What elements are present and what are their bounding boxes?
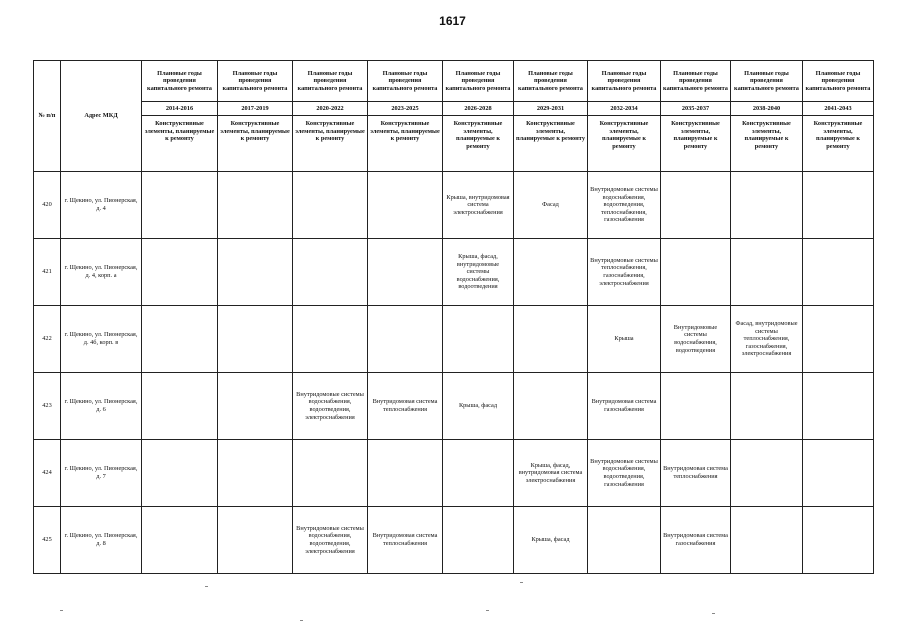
repair-elements-cell: Крыша, фасад (443, 373, 514, 440)
repair-elements-cell: Внутридомовые системы водоснабжения, водоотведения, электроснабжения (293, 373, 368, 440)
repair-elements-cell: Внутридомовая система газоснабжения (661, 507, 731, 574)
repair-elements-cell: Крыша, фасад, внутридомовые системы водоснабжения, водоотведения (443, 239, 514, 306)
row-number: 421 (34, 239, 61, 306)
scan-mark (712, 613, 715, 614)
column-header-period-title: Плановые годы проведения капитального ремонта (368, 61, 443, 102)
repair-elements-cell (142, 239, 218, 306)
column-header-period-title: Плановые годы проведения капитального ремонта (588, 61, 661, 102)
row-address: г. Щекино, ул. Пионерская, д. 4б, корп. в (61, 306, 142, 373)
repair-elements-cell (588, 507, 661, 574)
repair-elements-cell: Внутридомовая система теплоснабжения (368, 507, 443, 574)
column-header-period-title: Плановые годы проведения капитального ремонта (731, 61, 803, 102)
column-header-years: 2014-2016 (142, 102, 218, 116)
repair-elements-cell: Крыша (588, 306, 661, 373)
repair-elements-cell (142, 306, 218, 373)
repair-elements-cell (218, 239, 293, 306)
row-number: 422 (34, 306, 61, 373)
repair-elements-cell (803, 306, 874, 373)
repair-elements-cell (661, 373, 731, 440)
repair-elements-cell (218, 440, 293, 507)
table-row (34, 440, 874, 507)
column-header-years: 2038-2040 (731, 102, 803, 116)
column-header-period-title: Плановые годы проведения капитального ремонта (218, 61, 293, 102)
column-header-period-title: Плановые годы проведения капитального ремонта (142, 61, 218, 102)
page-number: 1617 (439, 14, 466, 28)
repair-elements-cell: Внутридомовые системы водоснабжения, водоотведения, электроснабжения (293, 507, 368, 574)
repair-elements-cell: Внутридомовая система теплоснабжения (368, 373, 443, 440)
repair-elements-cell (661, 172, 731, 239)
repair-elements-cell (293, 306, 368, 373)
repair-elements-cell (142, 507, 218, 574)
column-header-years: 2029-2031 (514, 102, 588, 116)
repair-elements-cell: Фасад (514, 172, 588, 239)
table-row (34, 373, 874, 440)
repair-elements-cell (293, 239, 368, 306)
table-row (34, 507, 874, 574)
repair-elements-cell (218, 373, 293, 440)
repair-elements-cell: Внутридомовые системы теплоснабжения, газоснабжения, электроснабжения (588, 239, 661, 306)
repair-elements-cell (142, 172, 218, 239)
repair-elements-cell (293, 440, 368, 507)
repair-elements-cell (218, 306, 293, 373)
column-header-elements: Конструктивные элементы, планируемые к ремонту (803, 116, 874, 172)
repair-elements-cell: Крыша, фасад (514, 507, 588, 574)
scan-mark (486, 610, 489, 611)
row-address: г. Щекино, ул. Пионерская, д. 7 (61, 440, 142, 507)
column-header-period-title: Плановые годы проведения капитального ремонта (443, 61, 514, 102)
repair-elements-cell: Крыша, внутридомовая система электроснабжения (443, 172, 514, 239)
repair-elements-cell (803, 373, 874, 440)
repair-elements-cell (731, 507, 803, 574)
row-number: 425 (34, 507, 61, 574)
table-row (34, 239, 874, 306)
column-header-years: 2026-2028 (443, 102, 514, 116)
column-header-elements: Конструктивные элементы, планируемые к ремонту (731, 116, 803, 172)
column-header-period-title: Плановые годы проведения капитального ремонта (514, 61, 588, 102)
repair-elements-cell (803, 440, 874, 507)
column-header-elements: Конструктивные элементы, планируемые к ремонту (368, 116, 443, 172)
repair-elements-cell (731, 373, 803, 440)
repair-elements-cell (514, 373, 588, 440)
scan-mark (60, 610, 63, 611)
row-address: г. Щекино, ул. Пионерская, д. 8 (61, 507, 142, 574)
scan-mark (205, 586, 208, 587)
repair-elements-cell: Внутридомовая система газоснабжения (588, 373, 661, 440)
repair-elements-cell: Внутридомовая система теплоснабжения (661, 440, 731, 507)
repair-elements-cell (368, 239, 443, 306)
column-header-years: 2020-2022 (293, 102, 368, 116)
repair-elements-cell: Внутридомовые системы водоснабжения, водоотведения, теплоснабжения, газоснабжения (588, 172, 661, 239)
column-header-period-title: Плановые годы проведения капитального ремонта (661, 61, 731, 102)
column-header-elements: Конструктивные элементы, планируемые к ремонту (142, 116, 218, 172)
repair-elements-cell (368, 440, 443, 507)
repair-elements-cell (731, 440, 803, 507)
table-row (34, 306, 874, 373)
column-header-elements: Конструктивные элементы, планируемые к ремонту (218, 116, 293, 172)
column-header-elements: Конструктивные элементы, планируемые к ремонту (514, 116, 588, 172)
scan-mark (300, 620, 303, 621)
repair-schedule-table (33, 60, 874, 574)
column-header-years: 2017-2019 (218, 102, 293, 116)
repair-elements-cell (218, 507, 293, 574)
repair-elements-cell (803, 239, 874, 306)
column-header-years: 2041-2043 (803, 102, 874, 116)
row-address: г. Щекино, ул. Пионерская, д. 4 (61, 172, 142, 239)
repair-elements-cell (368, 306, 443, 373)
repair-elements-cell (293, 172, 368, 239)
repair-elements-cell: Крыша, фасад, внутридомовая система электроснабжения (514, 440, 588, 507)
repair-elements-cell (514, 306, 588, 373)
row-address: г. Щекино, ул. Пионерская, д. 4, корп. а (61, 239, 142, 306)
repair-elements-cell (661, 239, 731, 306)
repair-elements-cell (443, 306, 514, 373)
repair-elements-cell: Фасад, внутридомовые системы теплоснабжения, газоснабжения, электроснабжения (731, 306, 803, 373)
column-header-elements: Конструктивные элементы, планируемые к ремонту (588, 116, 661, 172)
column-header-elements: Конструктивные элементы, планируемые к ремонту (661, 116, 731, 172)
row-number: 424 (34, 440, 61, 507)
repair-elements-cell (443, 507, 514, 574)
column-header-period-title: Плановые годы проведения капитального ремонта (293, 61, 368, 102)
scan-mark (520, 582, 523, 583)
repair-elements-cell (443, 440, 514, 507)
repair-elements-cell (803, 172, 874, 239)
row-address: г. Щекино, ул. Пионерская, д. 6 (61, 373, 142, 440)
column-header-years: 2035-2037 (661, 102, 731, 116)
repair-elements-cell (731, 239, 803, 306)
row-number: 423 (34, 373, 61, 440)
repair-elements-cell: Внутридомовые системы водоснабжения, водоотведения (661, 306, 731, 373)
column-header-elements: Конструктивные элементы, планируемые к ремонту (443, 116, 514, 172)
repair-elements-cell (731, 172, 803, 239)
repair-elements-cell (514, 239, 588, 306)
table-row (34, 172, 874, 239)
repair-elements-cell (142, 373, 218, 440)
repair-elements-cell (142, 440, 218, 507)
column-header-number: № п/п (34, 61, 61, 172)
repair-elements-cell (218, 172, 293, 239)
repair-elements-cell: Внутридомовые системы водоснабжения, водоотведения, газоснабжения (588, 440, 661, 507)
column-header-years: 2023-2025 (368, 102, 443, 116)
column-header-years: 2032-2034 (588, 102, 661, 116)
column-header-address: Адрес МКД (61, 61, 142, 172)
repair-elements-cell (803, 507, 874, 574)
column-header-period-title: Плановые годы проведения капитального ремонта (803, 61, 874, 102)
column-header-elements: Конструктивные элементы, планируемые к ремонту (293, 116, 368, 172)
row-number: 420 (34, 172, 61, 239)
repair-elements-cell (368, 172, 443, 239)
